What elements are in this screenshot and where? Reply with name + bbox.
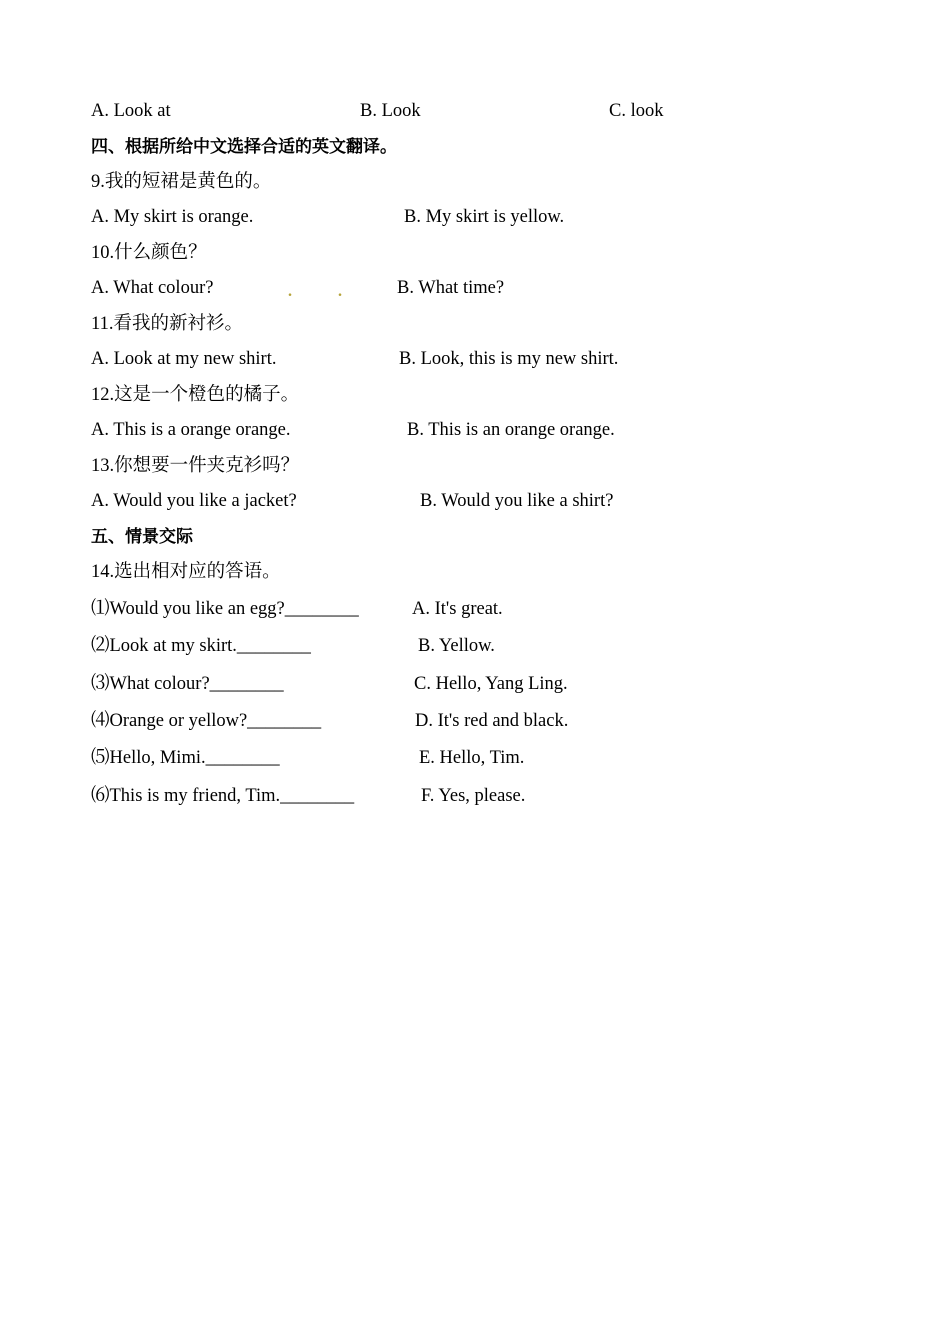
match-question-3: ⑶What colour?________ bbox=[91, 674, 284, 694]
q8-option-c: C. look bbox=[609, 101, 664, 121]
q9-prompt: 9.我的短裙是黄色的。 bbox=[91, 172, 272, 192]
q13-option-b: B. Would you like a shirt? bbox=[420, 491, 614, 511]
match-question-1: ⑴Would you like an egg?________ bbox=[91, 599, 359, 619]
q12-option-a: A. This is a orange orange. bbox=[91, 420, 291, 440]
match-answer-c: C. Hello, Yang Ling. bbox=[414, 674, 568, 694]
stray-dot: . bbox=[288, 283, 292, 300]
match-question-2: ⑵Look at my skirt.________ bbox=[91, 636, 311, 656]
q12-option-b: B. This is an orange orange. bbox=[407, 420, 615, 440]
q14-prompt: 14.选出相对应的答语。 bbox=[91, 562, 281, 582]
match-answer-e: E. Hello, Tim. bbox=[419, 748, 525, 768]
q9-option-a: A. My skirt is orange. bbox=[91, 207, 254, 227]
q8-option-b: B. Look bbox=[360, 101, 421, 121]
q8-option-a: A. Look at bbox=[91, 101, 171, 121]
match-question-4: ⑷Orange or yellow?________ bbox=[91, 711, 322, 731]
q10-option-a: A. What colour? bbox=[91, 278, 214, 298]
match-answer-b: B. Yellow. bbox=[418, 636, 495, 656]
match-answer-f: F. Yes, please. bbox=[421, 786, 526, 806]
q11-option-a: A. Look at my new shirt. bbox=[91, 349, 277, 369]
match-question-5: ⑸Hello, Mimi.________ bbox=[91, 748, 280, 768]
match-answer-a: A. It's great. bbox=[412, 599, 503, 619]
q9-option-b: B. My skirt is yellow. bbox=[404, 207, 565, 227]
match-question-6: ⑹This is my friend, Tim.________ bbox=[91, 786, 355, 806]
q13-option-a: A. Would you like a jacket? bbox=[91, 491, 297, 511]
q10-option-b: B. What time? bbox=[397, 278, 505, 298]
q10-prompt: 10.什么颜色？ bbox=[91, 243, 207, 263]
stray-dot: . bbox=[338, 283, 342, 300]
section5-heading: 五、情景交际 bbox=[91, 527, 193, 547]
q11-option-b: B. Look, this is my new shirt. bbox=[399, 349, 619, 369]
q12-prompt: 12.这是一个橙色的橘子。 bbox=[91, 385, 300, 405]
q11-prompt: 11.看我的新衬衫。 bbox=[91, 314, 243, 334]
section4-heading: 四、根据所给中文选择合适的英文翻译。 bbox=[91, 137, 397, 157]
q13-prompt: 13.你想要一件夹克衫吗？ bbox=[91, 456, 300, 476]
match-answer-d: D. It's red and black. bbox=[415, 711, 569, 731]
